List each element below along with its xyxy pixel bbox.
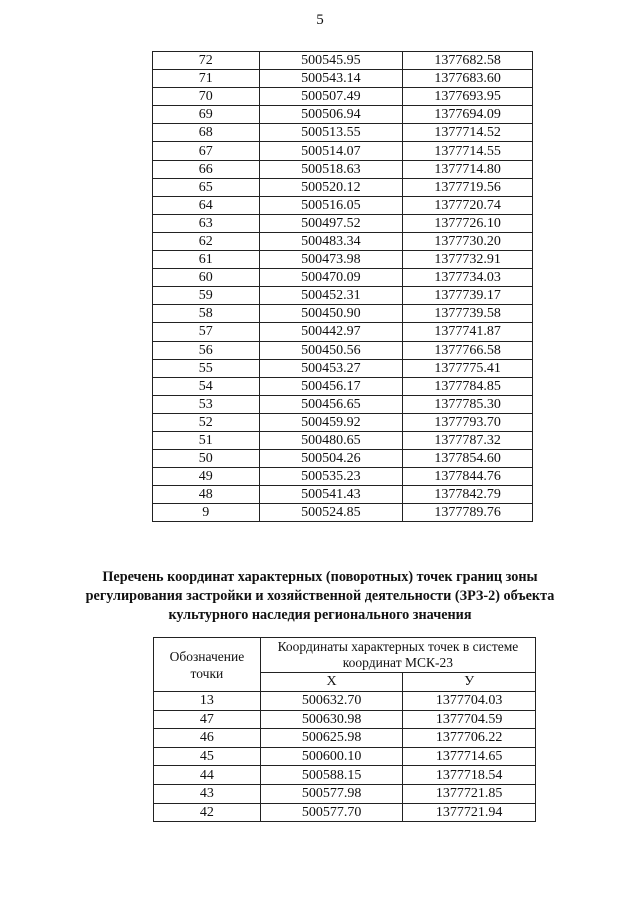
x-coordinate-cell: 500514.07	[259, 142, 403, 160]
table-row	[153, 178, 533, 196]
x-coordinate-cell: 500456.65	[259, 395, 403, 413]
table-row	[153, 431, 533, 449]
y-coordinate-cell: 1377741.87	[403, 323, 533, 341]
table-row	[154, 784, 536, 803]
y-coordinate-cell: 1377704.59	[403, 710, 536, 729]
point-number-cell: 51	[153, 431, 260, 449]
point-number-cell: 60	[153, 269, 260, 287]
table-row	[153, 377, 533, 395]
table-row	[154, 766, 536, 785]
x-coordinate-cell: 500513.55	[259, 124, 403, 142]
y-coordinate-cell: 1377718.54	[403, 766, 536, 785]
y-coordinate-cell: 1377793.70	[403, 413, 533, 431]
x-coordinate-cell: 500452.31	[259, 287, 403, 305]
y-coordinate-cell: 1377854.60	[403, 450, 533, 468]
table-row	[154, 803, 536, 822]
point-number-cell: 53	[153, 395, 260, 413]
x-coordinate-cell: 500625.98	[260, 729, 403, 748]
table-row	[153, 450, 533, 468]
point-number-cell: 62	[153, 232, 260, 250]
point-number-cell: 49	[153, 468, 260, 486]
table-row	[153, 214, 533, 232]
x-coordinate-cell: 500577.98	[260, 784, 403, 803]
page-number: 5	[316, 12, 324, 28]
point-number-cell: 43	[154, 784, 261, 803]
x-coordinate-cell: 500483.34	[259, 232, 403, 250]
table-row	[153, 52, 533, 70]
y-coordinate-cell: 1377785.30	[403, 395, 533, 413]
y-coordinate-cell: 1377693.95	[403, 88, 533, 106]
table-row	[153, 160, 533, 178]
y-coordinate-cell: 1377775.41	[403, 359, 533, 377]
y-coordinate-cell: 1377739.17	[403, 287, 533, 305]
y-coordinate-cell: 1377706.22	[403, 729, 536, 748]
x-coordinate-cell: 500577.70	[260, 803, 403, 822]
y-coordinate-cell: 1377714.55	[403, 142, 533, 160]
y-coordinate-cell: 1377842.79	[403, 486, 533, 504]
y-coordinate-cell: 1377739.58	[403, 305, 533, 323]
table-row	[153, 124, 533, 142]
x-coordinate-cell: 500541.43	[259, 486, 403, 504]
table1-body	[153, 52, 533, 522]
y-coordinate-cell: 1377682.58	[403, 52, 533, 70]
point-header-line-1: Обозначение	[169, 648, 245, 664]
point-number-cell: 56	[153, 341, 260, 359]
x-coordinate-cell: 500545.95	[259, 52, 403, 70]
x-coordinate-cell: 500630.98	[260, 710, 403, 729]
point-number-cell: 69	[153, 106, 260, 124]
table-row	[154, 710, 536, 729]
y-coordinate-cell: 1377789.76	[403, 504, 533, 522]
section-heading	[80, 568, 560, 625]
y-coordinate-cell: 1377784.85	[403, 377, 533, 395]
x-coordinate-cell: 500453.27	[259, 359, 403, 377]
x-coordinate-cell: 500456.17	[259, 377, 403, 395]
table-row	[153, 413, 533, 431]
point-number-cell: 63	[153, 214, 260, 232]
point-number-cell: 58	[153, 305, 260, 323]
point-number-cell: 50	[153, 450, 260, 468]
y-coordinate-cell: 1377720.74	[403, 196, 533, 214]
y-coordinate-cell: 1377719.56	[403, 178, 533, 196]
table-row	[153, 142, 533, 160]
table2-header	[154, 638, 536, 692]
x-coordinate-cell: 500518.63	[259, 160, 403, 178]
point-number-cell: 61	[153, 251, 260, 269]
x-coordinate-cell: 500473.98	[259, 251, 403, 269]
x-coordinate-cell: 500516.05	[259, 196, 403, 214]
y-coordinate-cell: 1377734.03	[403, 269, 533, 287]
table-row	[153, 359, 533, 377]
x-coordinate-cell: 500450.56	[259, 341, 403, 359]
point-number-cell: 66	[153, 160, 260, 178]
x-coordinate-cell: 500450.90	[259, 305, 403, 323]
point-number-cell: 65	[153, 178, 260, 196]
x-coordinate-cell: 500480.65	[259, 431, 403, 449]
x-coordinate-cell: 500497.52	[259, 214, 403, 232]
point-number-cell: 71	[153, 70, 260, 88]
y-coordinate-cell: 1377787.32	[403, 431, 533, 449]
y-coordinate-cell: 1377694.09	[403, 106, 533, 124]
table-row	[154, 747, 536, 766]
point-number-cell: 46	[154, 729, 261, 748]
y-coordinate-cell: 1377704.03	[403, 692, 536, 711]
heading-line-3: культурного наследия регионального значения	[168, 607, 472, 623]
y-coordinate-cell: 1377714.52	[403, 124, 533, 142]
table-row	[153, 341, 533, 359]
y-coordinate-cell: 1377766.58	[403, 341, 533, 359]
table-row	[153, 232, 533, 250]
coordinates-header	[260, 638, 535, 673]
point-number-cell: 70	[153, 88, 260, 106]
table-row	[153, 251, 533, 269]
x-coordinate-cell: 500588.15	[260, 766, 403, 785]
table-row	[153, 323, 533, 341]
table-row	[153, 287, 533, 305]
y-coordinate-cell: 1377721.85	[403, 784, 536, 803]
y-coordinate-cell: 1377844.76	[403, 468, 533, 486]
point-number-cell: 54	[153, 377, 260, 395]
y-coordinate-cell: 1377730.20	[403, 232, 533, 250]
table2-body	[154, 692, 536, 822]
x-column-header: X	[260, 673, 403, 692]
y-coordinate-cell: 1377726.10	[403, 214, 533, 232]
table-row	[153, 88, 533, 106]
point-number-cell: 42	[154, 803, 261, 822]
point-number-cell: 59	[153, 287, 260, 305]
x-coordinate-cell: 500504.26	[259, 450, 403, 468]
x-coordinate-cell: 500507.49	[259, 88, 403, 106]
coordinates-table-continued	[152, 51, 533, 522]
table-row	[153, 486, 533, 504]
x-coordinate-cell: 500470.09	[259, 269, 403, 287]
x-coordinate-cell: 500535.23	[259, 468, 403, 486]
point-number-cell: 44	[154, 766, 261, 785]
x-coordinate-cell: 500506.94	[259, 106, 403, 124]
table-row	[153, 70, 533, 88]
coordinates-table-zrz2	[153, 637, 536, 822]
x-coordinate-cell: 500520.12	[259, 178, 403, 196]
point-header-line-2: точки	[190, 665, 224, 681]
point-number-cell: 55	[153, 359, 260, 377]
x-coordinate-cell: 500632.70	[260, 692, 403, 711]
x-coordinate-cell: 500600.10	[260, 747, 403, 766]
point-number-cell: 67	[153, 142, 260, 160]
point-number-cell: 57	[153, 323, 260, 341]
heading-line-2: регулирования застройки и хозяйственной деятельности (ЗРЗ-2) объекта	[85, 588, 555, 604]
point-number-cell: 47	[154, 710, 261, 729]
y-column-header: У	[403, 673, 536, 692]
table-row	[154, 729, 536, 748]
point-number-cell: 68	[153, 124, 260, 142]
point-number-cell: 72	[153, 52, 260, 70]
x-coordinate-cell: 500543.14	[259, 70, 403, 88]
coords-header-line-1: Координаты характерных точек в системе	[277, 639, 519, 654]
point-number-cell: 64	[153, 196, 260, 214]
y-coordinate-cell: 1377732.91	[403, 251, 533, 269]
x-coordinate-cell: 500442.97	[259, 323, 403, 341]
point-number-cell: 9	[153, 504, 260, 522]
heading-line-1: Перечень координат характерных (поворотных) точек границ зоны	[102, 569, 538, 585]
point-designation-header	[154, 638, 261, 692]
coords-header-line-2: координат МСК-23	[342, 655, 453, 670]
point-number-cell: 52	[153, 413, 260, 431]
y-coordinate-cell: 1377714.65	[403, 747, 536, 766]
table-row	[153, 504, 533, 522]
y-coordinate-cell: 1377714.80	[403, 160, 533, 178]
x-coordinate-cell: 500524.85	[259, 504, 403, 522]
table-row	[153, 269, 533, 287]
point-number-cell: 48	[153, 486, 260, 504]
point-number-cell: 13	[154, 692, 261, 711]
table-row	[153, 395, 533, 413]
y-coordinate-cell: 1377721.94	[403, 803, 536, 822]
point-number-cell: 45	[154, 747, 261, 766]
table-row	[153, 305, 533, 323]
table-row	[154, 692, 536, 711]
x-coordinate-cell: 500459.92	[259, 413, 403, 431]
y-coordinate-cell: 1377683.60	[403, 70, 533, 88]
table-row	[153, 196, 533, 214]
table-row	[153, 468, 533, 486]
table-row	[153, 106, 533, 124]
